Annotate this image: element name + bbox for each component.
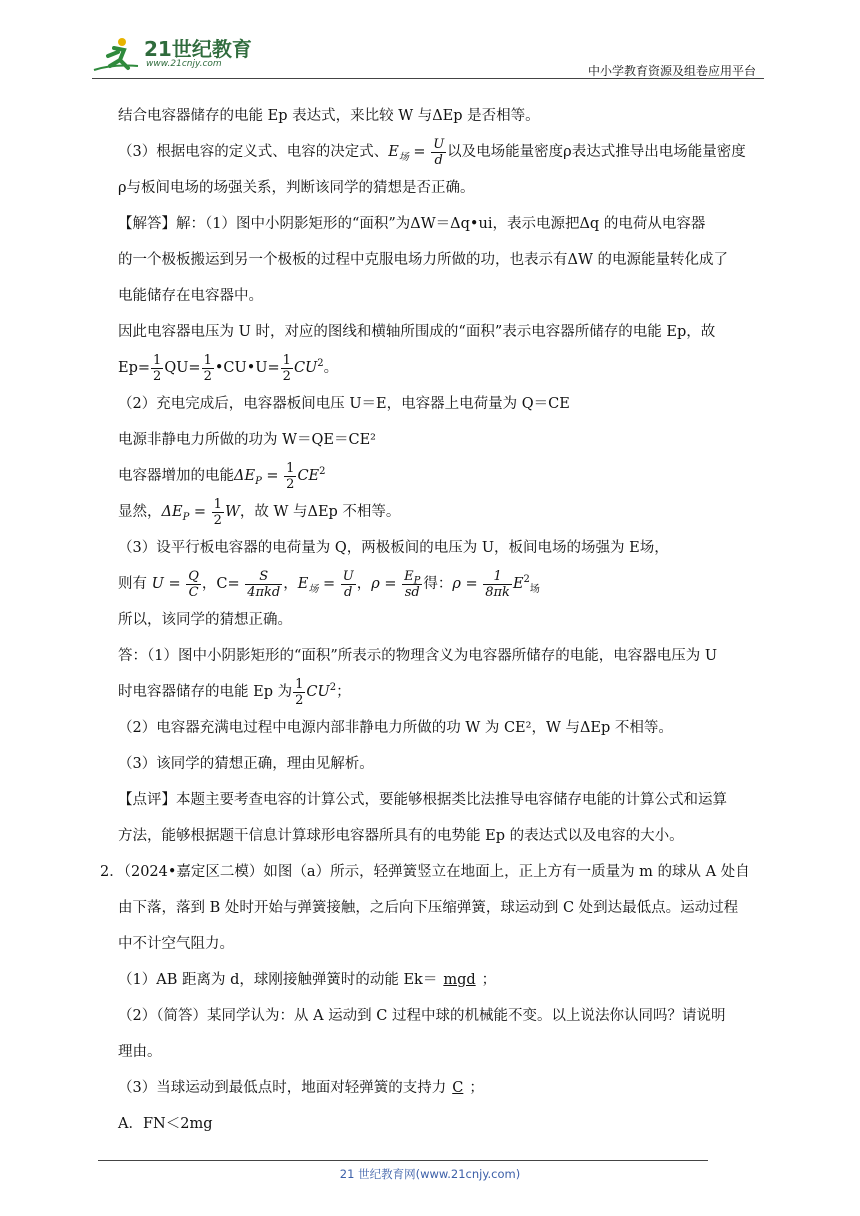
text-line: （2）电容器充满电过程中电源内部非静电力所做的功 W 为 CE²，W 与ΔEp 不相等。	[118, 720, 673, 736]
text-line: （3）根据电容的定义式、电容的决定式、$E_场$ = $\frac{U}{d}$ 以及电场能量密度ρ表达式推导出电场能量密度	[118, 136, 746, 168]
text-line: 【解答】解：（1）图中小阴影矩形的“面积”为ΔW＝Δq•ui，表示电源把Δq 的电荷从电容器	[118, 216, 706, 232]
text-line: 由下落，落到 B 处时开始与弹簧接触，之后向下压缩弹簧，球运动到 C 处到达最低点。运动过程	[118, 900, 739, 916]
header-platform-name: 中小学教育资源及组卷应用平台	[587, 64, 756, 78]
header-divider	[92, 78, 764, 79]
text-line: （2）（简答）某同学认为：从 A 运动到 C 过程中球的机械能不变。以上说法你认同吗？请说明	[118, 1008, 726, 1024]
footer-divider	[98, 1160, 708, 1161]
logo-url: www.21cnjy.com	[146, 59, 222, 69]
text-line: 电能储存在电容器中。	[118, 288, 263, 304]
text-line: ρ与板间电场的场强关系，判断该同学的猜想是否正确。	[118, 180, 475, 196]
runner-logo-icon	[92, 36, 140, 72]
footer-link[interactable]: 21 世纪教育网(www.21cnjy.com)	[339, 1167, 521, 1181]
formula-line: 电容器增加的电能$\Delta E_P$ = $\frac{1}{2}$ $CE^2$	[118, 460, 326, 492]
text-line: 的一个极板搬运到另一个极板的过程中克服电场力所做的功，也表示有ΔW 的电源能量转化成了	[118, 252, 728, 268]
text-line: 中不计空气阻力。	[118, 936, 234, 952]
text-line: （1）AB 距离为 d，球刚接触弹簧时的动能 Ek＝ mgd ；	[118, 972, 497, 988]
question-2-text: 2．（2024•嘉定区二模）如图（a）所示，轻弹簧竖立在地面上，正上方有一质量为 m 的球从 A 处自	[100, 864, 750, 880]
option-a: A．FN＜2mg	[118, 1116, 213, 1132]
formula-line: 显然，$\Delta E_P$ = $\frac{1}{2}$ W，故 W 与ΔEp 不相等。	[118, 496, 401, 528]
logo-title: 21世纪教育	[144, 37, 252, 61]
text-line: （2）充电完成后，电容器板间电压 U＝E，电容器上电荷量为 Q＝CE	[118, 396, 570, 412]
text-line: 所以，该同学的猜想正确。	[118, 612, 292, 628]
formula-line: 则有 U = $\frac{Q}{C}$ ，C= $\frac{S}{\text{4πkd}}$ ，$E_场$ = $\frac{U}{d}$ ，ρ = $\frac{E_P}{sd}$ 得：ρ = $\frac{1}{8\pi k}$ $E^2_场$	[118, 568, 540, 600]
answer-blank: mgd	[443, 972, 476, 988]
text-line: 因此电容器电压为 U 时，对应的图线和横轴所围成的“面积”表示电容器所储存的电能 Ep，故	[118, 324, 716, 340]
document-body	[100, 98, 766, 1142]
text-line: （3）该同学的猜想正确，理由见解析。	[118, 756, 374, 772]
text-line: 答：（1）图中小阴影矩形的“面积”所表示的物理含义为电容器所储存的电能，电容器电压为 U	[118, 648, 718, 664]
text-line: 电源非静电力所做的功为 W＝QE＝CE²	[118, 432, 376, 448]
page-header	[92, 28, 764, 78]
text-line: （3）当球运动到最低点时，地面对轻弹簧的支持力 C ；	[118, 1080, 484, 1096]
answer-blank: C	[452, 1080, 464, 1096]
formula: $E_场$ = $\frac{U}{d}$	[388, 136, 445, 168]
text-line: 理由。	[118, 1044, 162, 1060]
text-line: 结合电容器储存的电能 Ep 表达式，来比较 W 与ΔEp 是否相等。	[118, 108, 540, 124]
text-line: （3）设平行板电容器的电荷量为 Q，两极板间的电压为 U，板间电场的场强为 E场，	[118, 540, 669, 556]
formula-line: Ep= $\frac{1}{2}$ QU= $\frac{1}{2}$ •CU•U= $\frac{1}{2}$ $CU^2$。	[118, 352, 339, 384]
text-line: 方法，能够根据题干信息计算球形电容器所具有的电势能 Ep 的表达式以及电容的大小。	[118, 828, 684, 844]
formula-line: 时电容器储存的电能 Ep 为 $\frac{1}{2}$ $CU^2$；	[118, 676, 351, 708]
text-line: 【点评】本题主要考查电容的计算公式，要能够根据类比法推导电容储存电能的计算公式和运算	[118, 792, 727, 808]
site-logo[interactable]	[92, 36, 252, 72]
